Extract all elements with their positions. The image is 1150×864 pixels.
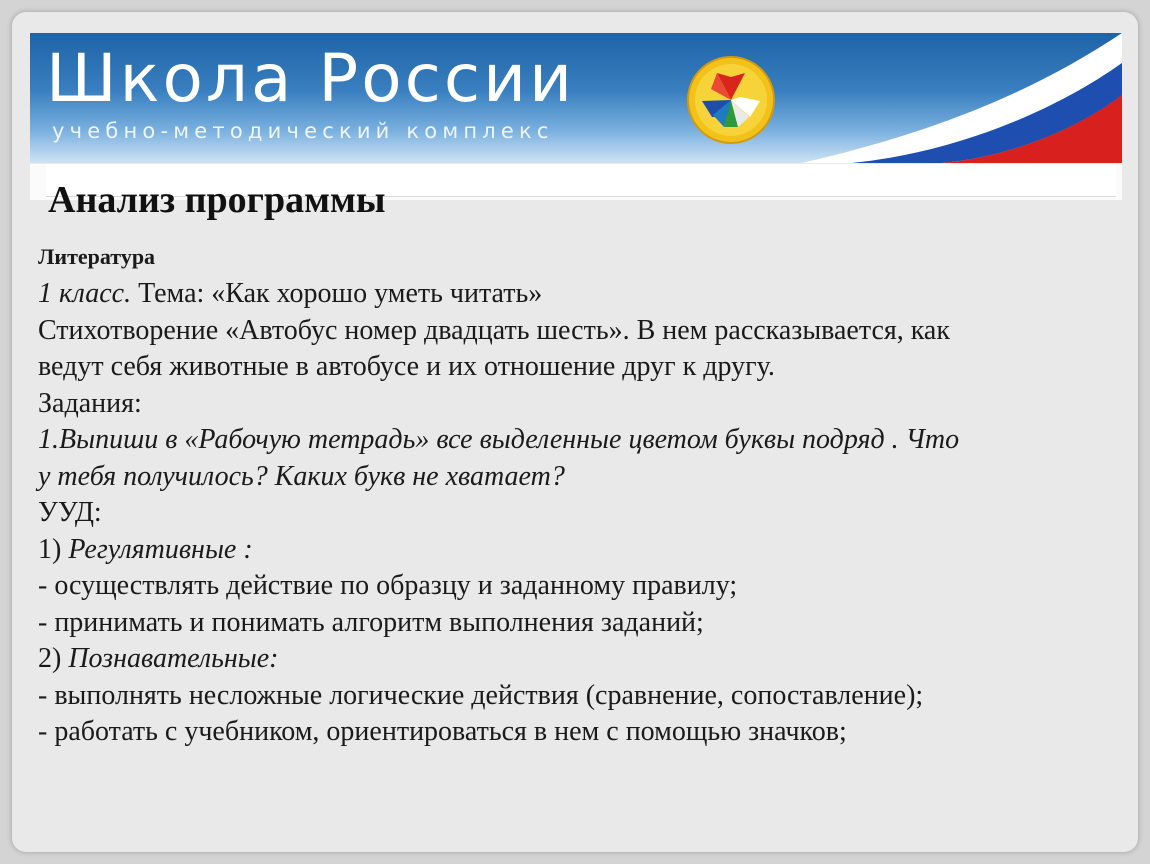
subject-heading: Литература	[38, 244, 156, 269]
theme-text: Тема: «Как хорошо уметь читать»	[131, 278, 543, 309]
brand-subtitle: учебно-методический комплекс	[52, 119, 554, 143]
russian-flag-ribbon	[782, 33, 1122, 163]
task-line-1: 1.Выпиши в «Рабочую тетрадь» все выделенные цветом буквы подряд . Что	[38, 424, 960, 455]
cognitive-heading	[38, 641, 1128, 678]
grade-theme-line	[38, 276, 1128, 313]
cognitive-number: 2)	[38, 643, 69, 674]
list-item: - осуществлять действие по образцу и заданному правилу;	[38, 570, 738, 601]
tasks-label: Задания:	[38, 387, 142, 419]
task-line-2: у тебя получилось? Каких букв не хватает?	[38, 460, 565, 492]
slide	[12, 12, 1138, 852]
cognitive-label: Познавательные:	[68, 643, 279, 674]
regulative-label: Регулятивные :	[68, 533, 253, 565]
list-item: - работать с учебником, ориентироваться в нем с помощью значков;	[38, 716, 847, 747]
regulative-number: 1)	[38, 533, 69, 565]
header-banner	[30, 33, 1122, 163]
page-title: Анализ программы	[48, 179, 386, 221]
list-item: - принимать и понимать алгоритм выполнения заданий;	[38, 606, 704, 638]
content-body	[38, 242, 1128, 751]
list-item: - выполнять несложные логические действия (сравнение, сопоставление);	[38, 679, 924, 711]
school-russia-logo-icon	[684, 55, 778, 145]
grade-label: 1 класс.	[38, 278, 132, 309]
poem-line-1: Стихотворение «Автобус номер двадцать шесть». В нем рассказывается, как	[38, 314, 950, 346]
regulative-heading	[38, 532, 1128, 569]
brand-title: Школа России	[46, 40, 575, 117]
poem-line-2: ведут себя животные в автобусе и их отношение друг к другу.	[38, 351, 775, 382]
uud-label: УУД:	[38, 497, 102, 528]
